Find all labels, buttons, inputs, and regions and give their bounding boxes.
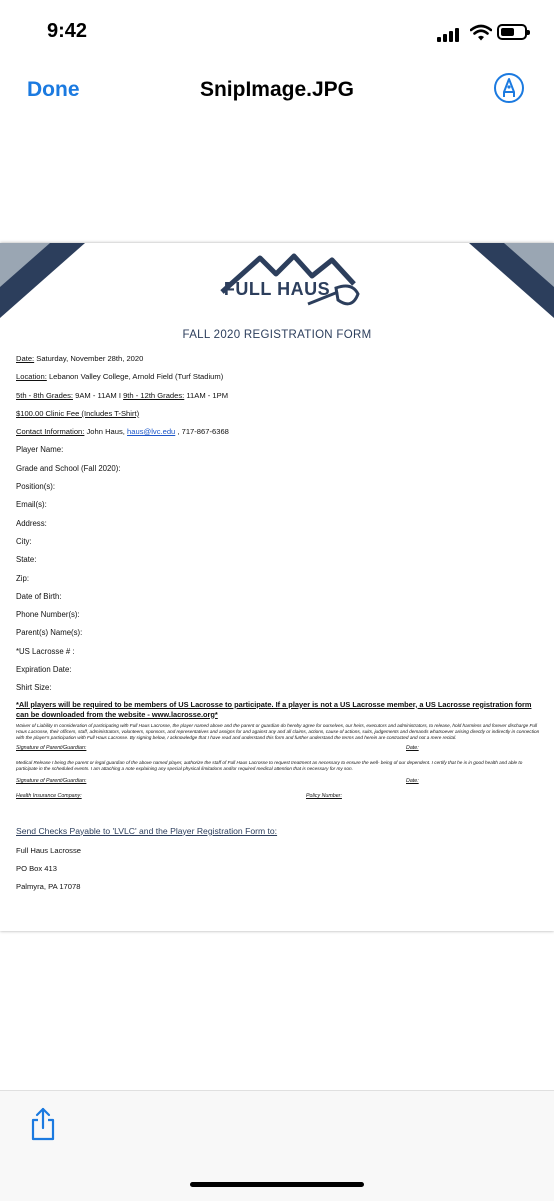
form-field-label: City:	[16, 536, 32, 546]
document-preview	[0, 243, 554, 931]
event-location: Location: Lebanon Valley College, Arnold Field (Turf Stadium)	[16, 372, 224, 382]
insurance-label: Health Insurance Company:	[16, 792, 82, 799]
form-field-label: Zip:	[16, 573, 29, 583]
form-field-label: Email(s):	[16, 500, 47, 510]
us-lacrosse-notice: *All players will be required to be members of US Lacrosse to participate. If a player is not a US Lacrosse member, a US Lacrosse registration form can be downloaded from the website - www.lacrosse.org*	[16, 699, 532, 719]
policy-number-label: Policy Number:	[306, 792, 342, 799]
cellular-signal-icon	[437, 26, 463, 42]
send-checks-heading: Send Checks Payable to 'LVLC' and the Player Registration Form to:	[16, 825, 278, 836]
signature-label: Signature of Parent/Guardian:	[16, 745, 87, 752]
address-line: PO Box 413	[16, 863, 57, 873]
event-date: Date: Saturday, November 28th, 2020	[16, 354, 144, 363]
form-title: FALL 2020 REGISTRATION FORM	[182, 329, 372, 341]
contact-email-link[interactable]: haus@lvc.edu	[127, 427, 176, 437]
signature-label: Signature of Parent/Guardian:	[16, 777, 87, 784]
form-field-label: Player Name:	[16, 445, 64, 455]
address-line: Palmyra, PA 17078	[16, 881, 81, 891]
form-field-label: Shirt Size:	[16, 683, 52, 693]
form-field-label: Date of Birth:	[16, 591, 62, 601]
brand-name: FULL HAUS	[223, 279, 331, 299]
clinic-fee: $100.00 Clinic Fee (Includes T-Shirt)	[16, 408, 140, 418]
form-field-label: *US Lacrosse # :	[16, 646, 75, 656]
home-indicator[interactable]	[190, 1182, 364, 1187]
signature-row-1	[16, 745, 542, 758]
form-field-label: Address:	[16, 518, 47, 528]
insurance-row	[16, 793, 542, 806]
mailing-address	[16, 842, 542, 896]
date-label: Date:	[406, 777, 419, 784]
navigation-bar	[0, 60, 554, 120]
form-body	[16, 350, 542, 896]
form-field-label: Expiration Date:	[16, 665, 72, 675]
event-times: 5th - 8th Grades: 9AM - 11AM I 9th - 12th Grades: 11AM - 1PM	[16, 390, 229, 400]
wifi-icon	[470, 24, 492, 42]
form-field-label: Grade and School (Fall 2020):	[16, 463, 121, 473]
date-label: Date:	[406, 745, 419, 752]
status-time: 9:42	[47, 20, 88, 42]
form-field-label: Position(s):	[16, 482, 55, 492]
share-icon[interactable]	[30, 1107, 56, 1141]
form-field-label: Parent(s) Name(s):	[16, 628, 83, 638]
form-field-label: Phone Number(s):	[16, 610, 80, 620]
medical-release-text: Medical Release I being the parent or legal guardian of the above named player, authorize the staff of Full Haus Lacrosse to request treatment as necessary to ensure the well- being of our dependent. I certify that he is in good health and able to participate in the scheduled events. I am attaching a note explaining any special physical limitations and/or required medical attention that is necessary for my son.	[16, 760, 523, 772]
markup-pen-icon[interactable]	[494, 73, 524, 103]
address-line: Full Haus Lacrosse	[16, 845, 81, 855]
signature-row-2	[16, 778, 542, 791]
file-title: SnipImage.JPG	[199, 78, 355, 101]
status-bar	[0, 0, 554, 60]
battery-icon	[497, 24, 527, 40]
contact-info: Contact Information: John Haus, haus@lvc.edu , 717-867-6368	[16, 427, 229, 437]
waiver-text: Waiver of Liability In consideration of participating with Full Haus Lacrosse, the player named above and the parent or guardian do hereby agree for ourselves, our heirs, executors and administrators, to release, hold harmless and forever discharge Full Haus Lacrosse, their officers, staff, administrators, volunteers, sponsors, and representatives and assigns for and against any and all claims, actions, cause of actions, suits, judgements and demands whatsoever arising directly or indirectly in connection with the player's participation with Full Haus Lacrosse. By signing below, I acknowledge that I have read and understand this form and further understand the terms and herein are contracted and not a mere recital.	[16, 722, 540, 741]
done-button[interactable]: Done	[27, 78, 80, 101]
form-field-label: State:	[16, 555, 37, 565]
